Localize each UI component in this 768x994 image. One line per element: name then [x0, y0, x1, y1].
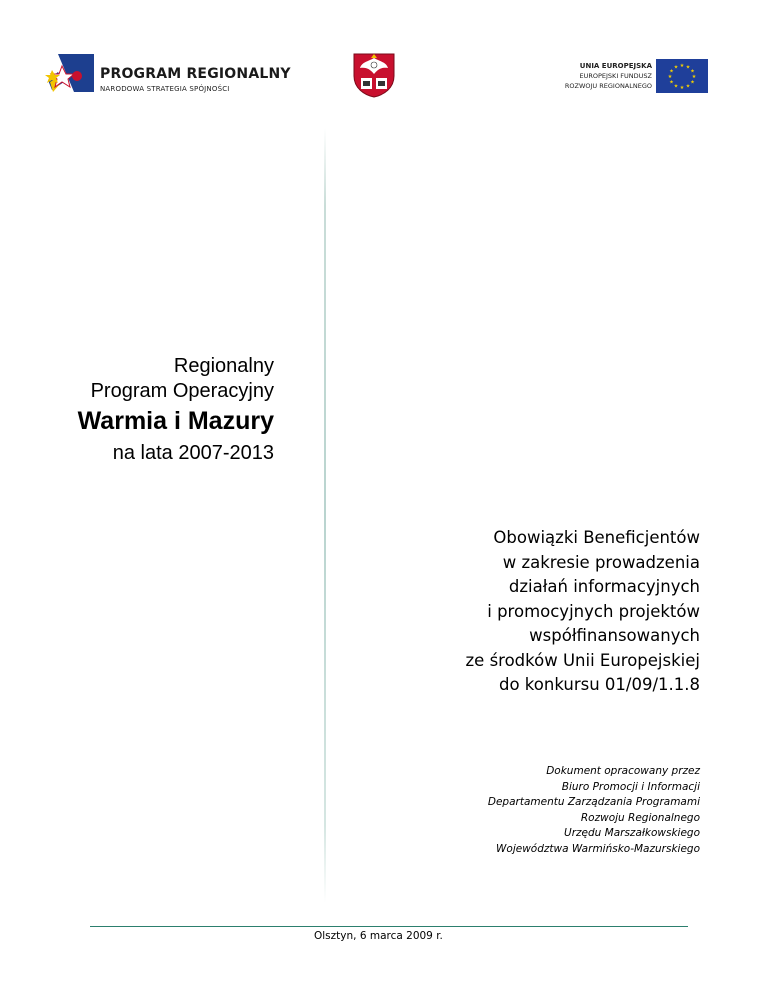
eu-flag-icon [656, 59, 708, 93]
program-line-1: Regionalny [173, 355, 274, 377]
document-title [466, 526, 700, 698]
svg-text:★: ★ [679, 63, 685, 69]
eu-logo-line1: UNIA EUROPEJSKA [579, 62, 652, 70]
eu-logo-line2: EUROPEJSKI FUNDUSZ [579, 72, 652, 80]
document-title-line: w zakresie prowadzenia [502, 552, 700, 572]
program-regionalny-subtitle: NARODOWA STRATEGIA SPÓJNOŚCI [100, 85, 230, 93]
svg-text:★: ★ [685, 83, 691, 90]
document-title-line: i promocyjnych projektów [487, 601, 700, 621]
svg-text:★: ★ [673, 64, 679, 71]
author-line: Rozwoju Regionalnego [580, 811, 700, 824]
program-regionalny-logo-icon [44, 52, 98, 100]
author-block [488, 764, 700, 857]
program-regionalny-logo [44, 52, 294, 102]
document-title-line: działań informacyjnych [508, 577, 700, 596]
document-title-line: do konkursu 01/09/1.1.8 [498, 675, 700, 694]
svg-text:★: ★ [667, 74, 673, 80]
program-name-block [78, 354, 274, 467]
svg-text:★: ★ [679, 85, 685, 91]
place-date: Olsztyn, 6 marca 2009 r. [314, 930, 443, 942]
svg-text:★: ★ [690, 79, 695, 86]
author-line: Województwa Warmińsko-Mazurskiego [496, 842, 700, 855]
author-line: Departamentu Zarządzania Programami [487, 796, 700, 808]
svg-text:★: ★ [673, 83, 679, 90]
warmia-mazury-coat-of-arms-icon [352, 52, 396, 102]
svg-text:★: ★ [669, 68, 674, 75]
program-line-4: na lata 2007-2013 [112, 442, 274, 464]
program-line-2: Program Operacyjny [90, 380, 274, 402]
author-line: Dokument opracowany przez [546, 765, 700, 777]
program-line-3: Warmia i Mazury [77, 407, 274, 435]
author-line: Urzędu Marszałkowskiego [564, 827, 700, 839]
eu-logo-line3: ROZWOJU REGIONALNEGO [564, 82, 652, 90]
svg-text:★: ★ [690, 68, 695, 75]
program-regionalny-title: PROGRAM REGIONALNY [100, 66, 291, 82]
svg-text:★: ★ [669, 79, 674, 86]
svg-text:★: ★ [691, 74, 697, 80]
document-title-line: współfinansowanych [529, 626, 700, 645]
eu-logo-text [565, 61, 652, 91]
eu-logo [548, 58, 708, 94]
document-title-line: Obowiązki Beneficjentów [493, 528, 700, 547]
svg-text:★: ★ [685, 64, 691, 71]
document-title-line: ze środków Unii Europejskiej [465, 650, 700, 670]
author-line: Biuro Promocji i Informacji [561, 780, 700, 793]
footer-divider [90, 926, 688, 927]
vertical-divider [324, 128, 326, 903]
